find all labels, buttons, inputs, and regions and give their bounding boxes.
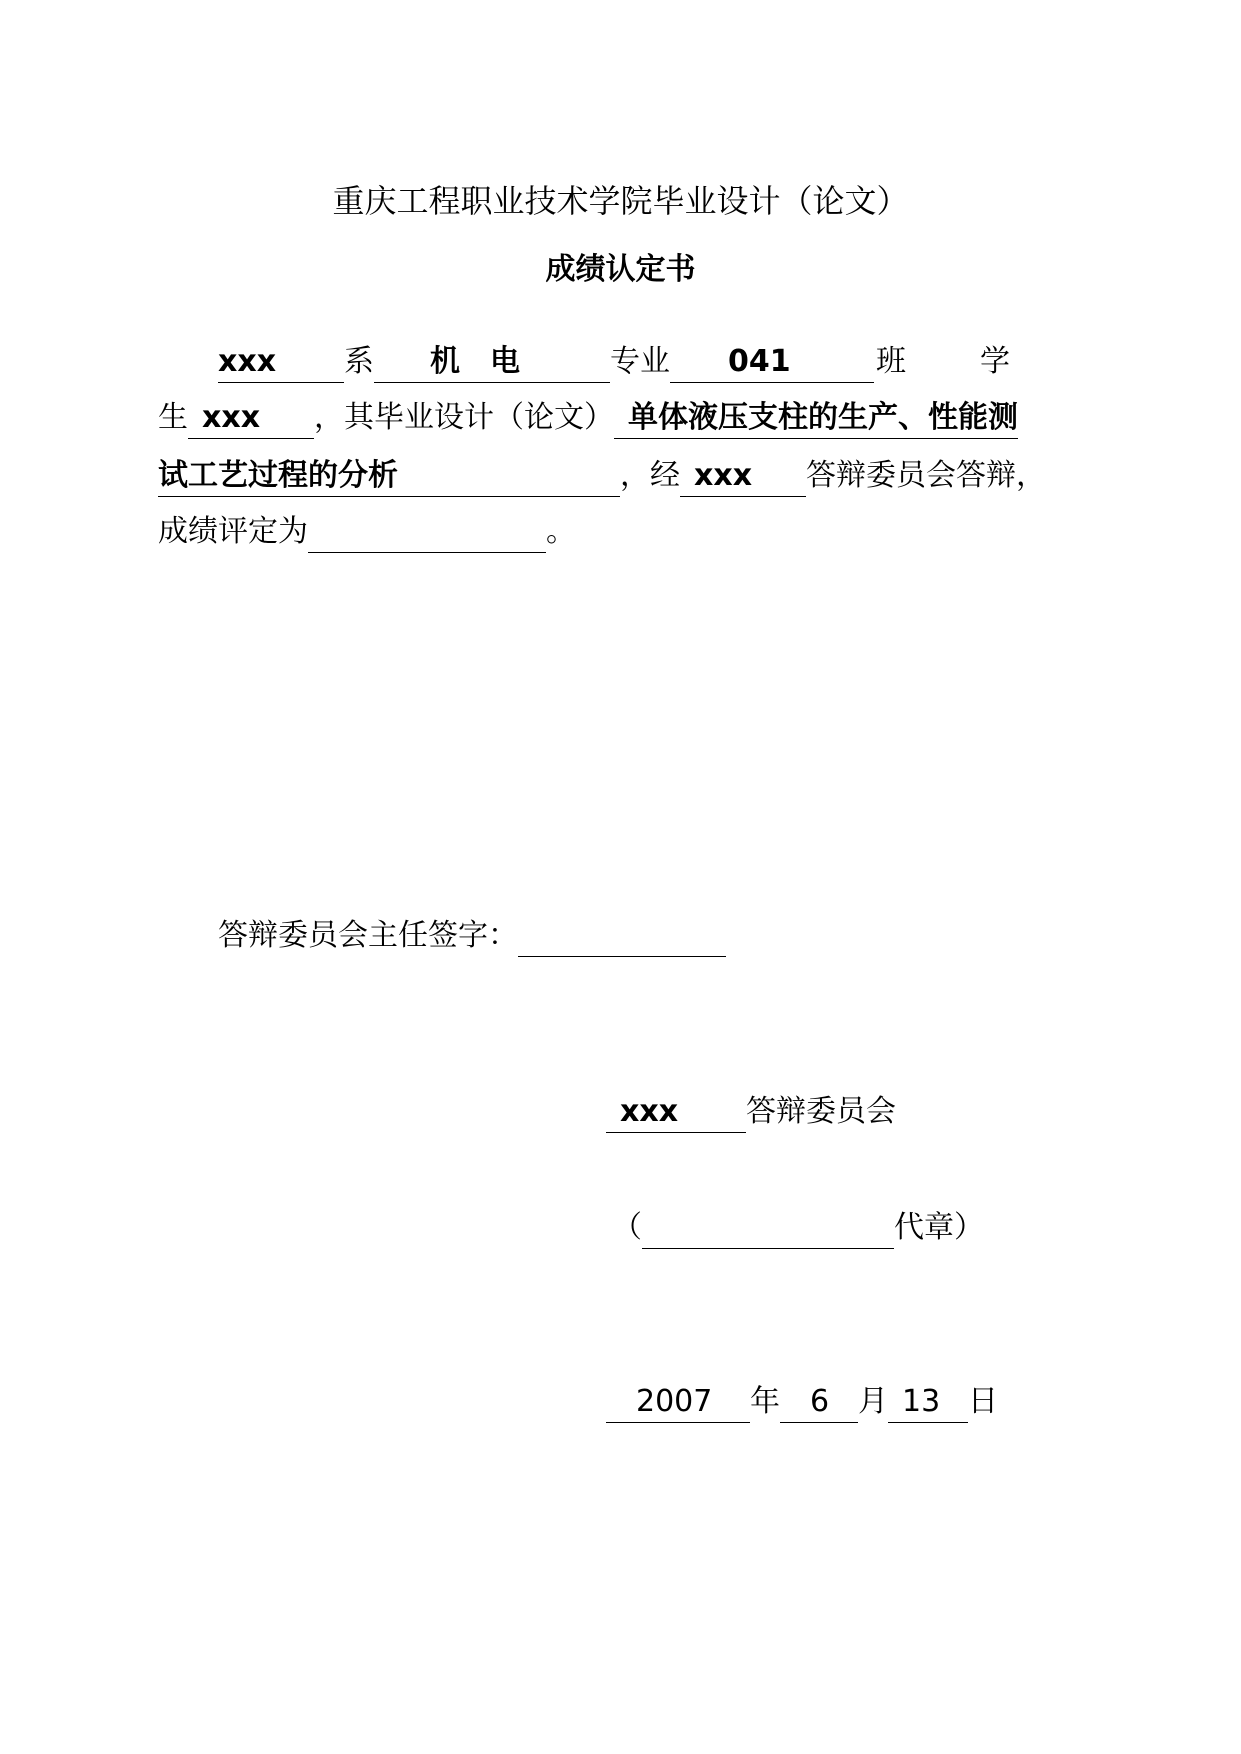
seal-label: 代章） — [894, 1210, 984, 1245]
thesis-title-line-2: 试工艺过程的分析 — [158, 456, 620, 497]
committee-field — [680, 456, 806, 497]
document-subtitle: 成绩认定书 — [545, 252, 696, 287]
year-label: 年 — [750, 1384, 780, 1419]
student-label-part-a: 学 — [980, 344, 1010, 379]
seal-open-paren: （ — [612, 1210, 642, 1245]
month-label: 月 — [858, 1384, 888, 1419]
student-label-part-b: 生 — [158, 400, 188, 435]
chair-label: 答辩委员会主任签字： — [218, 918, 518, 953]
defense-label: 答辩委员会答辩， — [806, 458, 1046, 493]
class-label: 班 — [876, 344, 906, 379]
grade-field[interactable] — [308, 512, 546, 553]
seal-field[interactable] — [642, 1208, 894, 1249]
via-label: ，经 — [620, 458, 680, 493]
grade-label: 成绩评定为 — [158, 514, 308, 549]
body-line-1 — [218, 342, 874, 383]
body-line-2 — [158, 398, 1018, 439]
student-value: xxx — [202, 400, 261, 435]
thesis-intro: ，其毕业设计（论文） — [314, 400, 614, 435]
chair-signature-field[interactable] — [518, 916, 726, 957]
chair-signature-line — [218, 916, 726, 957]
committee-value: xxx — [694, 458, 753, 493]
major-field — [374, 342, 610, 383]
year-value: 2007 — [636, 1384, 713, 1419]
seal-committee-label: 答辩委员会 — [746, 1094, 896, 1129]
body-line-4 — [158, 512, 576, 553]
seal-committee-value: xxx — [620, 1094, 679, 1129]
class-field — [670, 342, 874, 383]
dept-value: xxx — [218, 344, 277, 379]
date-line — [606, 1382, 998, 1423]
class-value: 041 — [728, 344, 791, 379]
grade-end: 。 — [546, 514, 576, 549]
seal-committee-field — [606, 1092, 746, 1133]
day-field — [888, 1382, 968, 1423]
seal-line — [612, 1208, 984, 1249]
day-label: 日 — [968, 1384, 998, 1419]
student-field — [188, 398, 314, 439]
month-value: 6 — [810, 1384, 830, 1419]
major-value: 机 电 — [430, 344, 520, 379]
day-value: 13 — [902, 1384, 941, 1419]
dept-field — [218, 342, 344, 383]
major-label: 专业 — [610, 344, 670, 379]
thesis-title-line-1: 单体液压支柱的生产、性能测 — [614, 398, 1018, 439]
document-title: 重庆工程职业技术学院毕业设计（论文） — [332, 182, 909, 220]
body-line-3 — [158, 456, 1046, 497]
year-field — [606, 1382, 750, 1423]
committee-line — [606, 1092, 896, 1133]
month-field — [780, 1382, 858, 1423]
dept-label: 系 — [344, 344, 374, 379]
